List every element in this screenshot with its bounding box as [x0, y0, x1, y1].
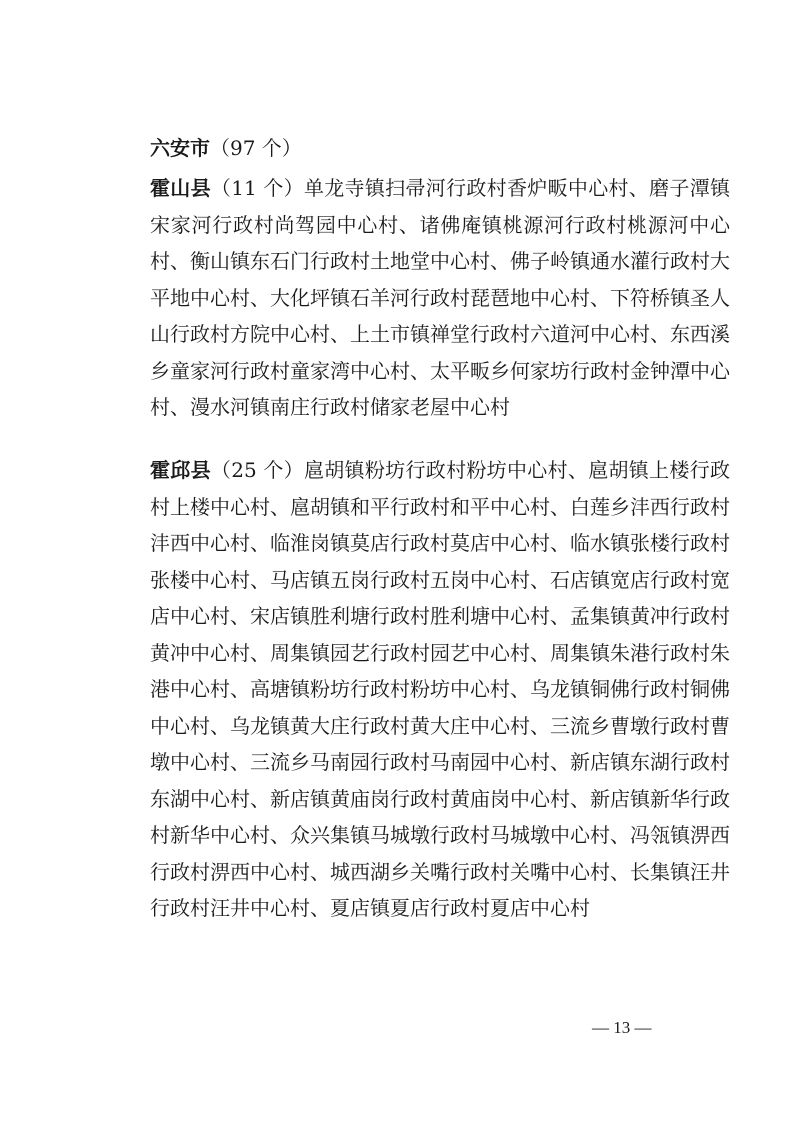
county-name: 霍邱县	[150, 458, 211, 482]
city-heading	[110, 130, 730, 167]
city-count: （97 个）	[210, 136, 302, 160]
county-count: （25 个）	[210, 458, 304, 482]
county-count: （11 个）	[210, 176, 304, 200]
village-list: 单龙寺镇扫帚河行政村香炉畈中心村、磨子潭镇宋家河行政村尚驾园中心村、诸佛庵镇桃源河行政村桃源河中心村、衡山镇东石门行政村土地堂中心村、佛子岭镇通水灌行政村大平地中心村、大化坪镇石羊河行政村琵琶地中心村、下符桥镇圣人山行政村方院中心村、上土市镇禅堂行政村六道河中心村、东西溪乡童家河行政村童家湾中心村、太平畈乡何家坊行政村金钟潭中心村、漫水河镇南庄行政村储家老屋中心村	[150, 176, 731, 419]
page-number: — 13 —	[592, 1018, 652, 1037]
county-name: 霍山县	[150, 176, 211, 200]
county-paragraph-huoqiu	[110, 452, 730, 927]
city-name: 六安市	[150, 136, 210, 160]
village-list: 扈胡镇粉坊行政村粉坊中心村、扈胡镇上楼行政村上楼中心村、扈胡镇和平行政村和平中心村、白莲乡沣西行政村沣西中心村、临淮岗镇莫店行政村莫店中心村、临水镇张楼行政村张楼中心村、马店镇五岗行政村五岗中心村、石店镇宽店行政村宽店中心村、宋店镇胜利塘行政村胜利塘中心村、孟集镇黄冲行政村黄冲中心村、周集镇园艺行政村园艺中心村、周集镇朱港行政村朱港中心村、高塘镇粉坊行政村粉坊中心村、乌龙镇铜佛行政村铜佛中心村、乌龙镇黄大庄行政村黄大庄中心村、三流乡曹墩行政村曹墩中心村、三流乡马南园行政村马南园中心村、新店镇东湖行政村东湖中心村、新店镇黄庙岗行政村黄庙岗中心村、新店镇新华行政村新华中心村、众兴集镇马城墩行政村马城墩中心村、冯瓴镇淠西行政村淠西中心村、城西湖乡关嘴行政村关嘴中心村、长集镇汪井行政村汪井中心村、夏店镇夏店行政村夏店中心村	[150, 458, 731, 920]
county-paragraph-huoshan	[110, 170, 730, 426]
